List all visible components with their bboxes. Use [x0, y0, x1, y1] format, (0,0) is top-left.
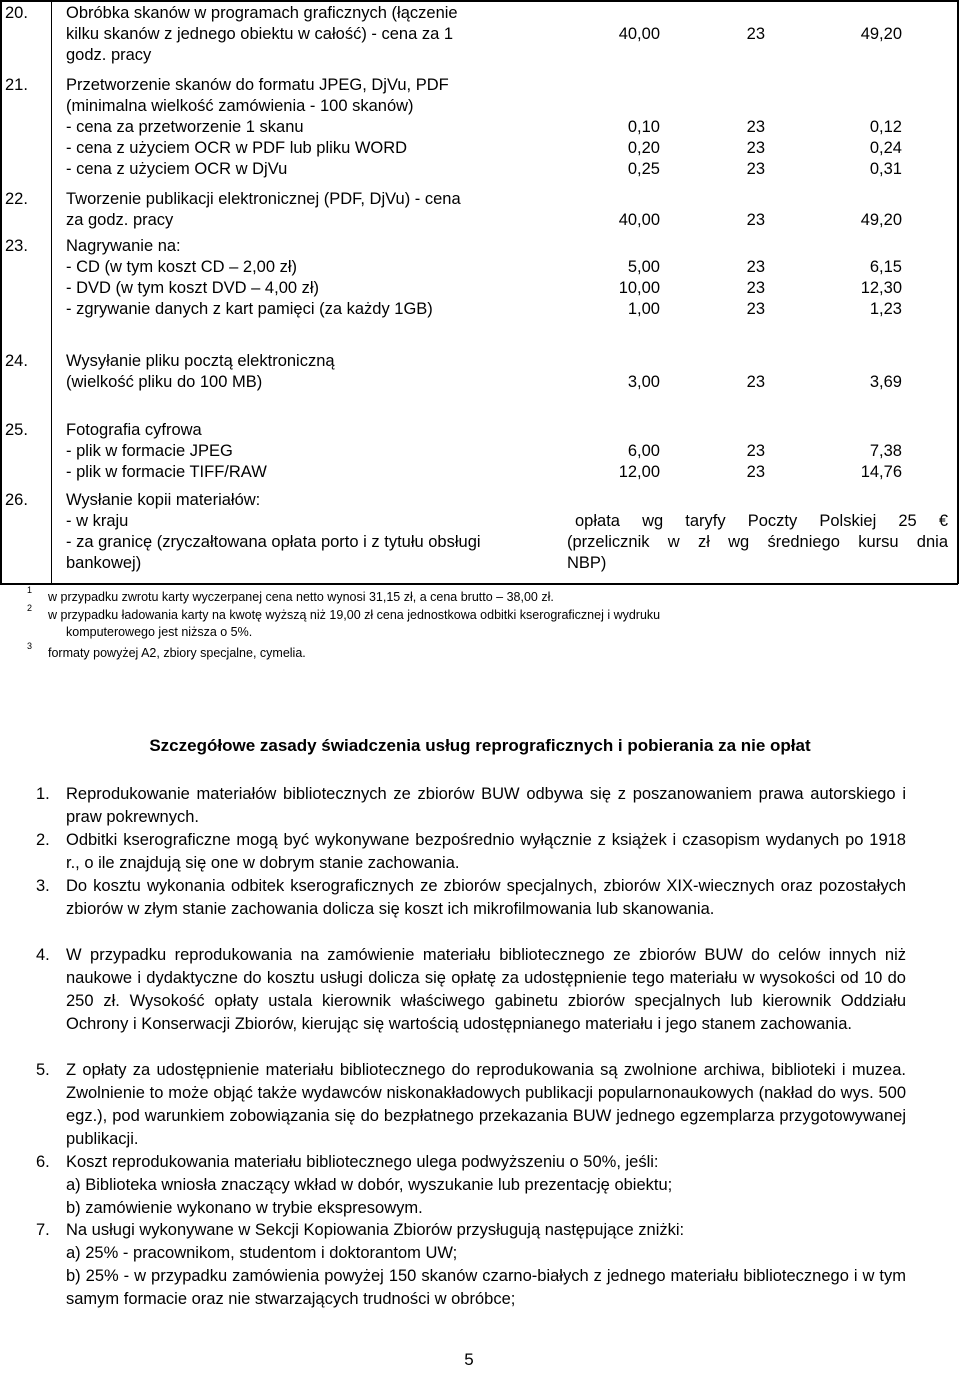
description-line: Nagrywanie na: [66, 237, 181, 255]
rule-item [26, 875, 906, 921]
rule-number: 5. [36, 1061, 50, 1079]
footnote-mark: 3 [27, 641, 33, 651]
description-line: godz. pracy [66, 46, 152, 64]
row-description [66, 189, 556, 231]
row-number: 23. [5, 237, 28, 255]
vat-rate: 23 [746, 211, 765, 229]
description-line: - zgrywanie danych z kart pamięci (za każdy 1GB) [66, 300, 433, 318]
rule-number: 1. [36, 785, 50, 803]
description-line: - CD (w tym koszt CD – 2,00 zł) [66, 258, 298, 276]
vat-rate: 23 [746, 139, 765, 157]
footnote-text: formaty powyżej A2, zbiory specjalne, cymelia. [48, 646, 306, 660]
price-net: 10,00 [618, 279, 660, 297]
rule-text: Z opłaty za udostępnienie materiału bibliotecznego do reprodukowania są zwolnione archiwa, biblioteki i muzea. Zwolnienie to może objąć także wydawców niskonakładowych publikacji popularnonaukowych (nakład do wys. 500 egz.), pod warunkiem zobowiązania się do bezpłatnego przekazania BUW jednego egzemplarza przygotowywanej publikacji. [66, 1061, 906, 1148]
description-line: - za granicę (zryczałtowana opłata porto i z tytułu obsługi [66, 533, 481, 551]
price-net: 1,00 [627, 300, 660, 318]
description-line: - cena z użyciem OCR w DjVu [66, 160, 288, 178]
description-line: - DVD (w tym koszt DVD – 4,00 zł) [66, 279, 320, 297]
price-net: 6,00 [627, 442, 660, 460]
price-gross: 0,12 [869, 118, 902, 136]
row-description [66, 75, 556, 180]
table-border [957, 0, 959, 584]
description-line: - plik w formacie TIFF/RAW [66, 463, 267, 481]
description-line: kilku skanów z jednego obiektu w całość) - cena za 1 [66, 25, 454, 43]
shipping-abroad-note: NBP) [567, 554, 607, 572]
price-gross: 49,20 [860, 211, 902, 229]
table-border [0, 0, 2, 584]
row-description [66, 420, 556, 483]
row-description [66, 351, 556, 393]
price-net: 5,00 [627, 258, 660, 276]
description-line: - cena z użyciem OCR w PDF lub pliku WORD [66, 139, 408, 157]
shipping-abroad-note: (przelicznik w zł wg średniego kursu dnia [567, 533, 948, 551]
rule-item [26, 1219, 906, 1311]
rule-subitem: b) zamówienie wykonano w trybie ekspresowym. [66, 1199, 423, 1217]
price-gross: 0,31 [869, 160, 902, 178]
price-net: 40,00 [618, 211, 660, 229]
footnote-text: w przypadku zwrotu karty wyczerpanej cena netto wynosi 31,15 zł, a cena brutto – 38,00 zł. [48, 590, 554, 604]
price-gross: 14,76 [860, 463, 902, 481]
footnote-text: w przypadku ładowania karty na kwotę wyższą niż 19,00 zł cena jednostkowa odbitki kserograficznej i wydruku [48, 608, 661, 622]
price-net: 40,00 [618, 25, 660, 43]
rule-number: 6. [36, 1153, 50, 1171]
rule-subitem: a) 25% - pracownikom, studentom i doktorantom UW; [66, 1244, 458, 1262]
price-net: 0,10 [627, 118, 660, 136]
rule-item [26, 783, 906, 829]
description-line: (wielkość pliku do 100 MB) [66, 373, 263, 391]
rule-text: Odbitki kserograficzne mogą być wykonywane bezpośrednio wyłącznie z książek i czasopism wydanych po 1918 r., o ile znajdują się one w dobrym stanie zachowania. [66, 831, 906, 872]
description-line: Tworzenie publikacji elektronicznej (PDF, DjVu) - cena [66, 190, 461, 208]
price-net: 3,00 [627, 373, 660, 391]
table-border [0, 0, 958, 2]
rule-number: 7. [36, 1221, 50, 1239]
price-net: 0,25 [627, 160, 660, 178]
vat-rate: 23 [746, 463, 765, 481]
price-gross: 12,30 [860, 279, 902, 297]
rule-text: Koszt reprodukowania materiału bibliotecznego ulega podwyższeniu o 50%, jeśli: [66, 1153, 659, 1171]
description-line: (minimalna wielkość zamówienia - 100 skanów) [66, 97, 414, 115]
row-number: 21. [5, 76, 28, 94]
row-description [66, 236, 556, 320]
rule-subitem: b) 25% - w przypadku zamówienia powyżej 150 skanów czarno-białych z jednego materiału bibliotecznego i w tym samym formacie oraz nie stwarzających trudności w obróbce; [66, 1267, 906, 1308]
row-number: 22. [5, 190, 28, 208]
price-gross: 6,15 [869, 258, 902, 276]
price-net: 12,00 [618, 463, 660, 481]
price-gross: 49,20 [860, 25, 902, 43]
rule-item [26, 1151, 906, 1220]
rule-text: W przypadku reprodukowania na zamówienie materiału bibliotecznego ze zbiorów BUW do celów innych niż naukowe i dydaktyczne do kosztu usługi dolicza się opłatę za udostępnienie tego materiału w wysokości od 10 do 250 zł. Wysokość opłaty ustala kierownik właściwego gabinetu zbiorów specjalnych lub kierownik Oddziału Ochrony i Konserwacji Zbiorów, kierując się wartością udostępnianego materiału i jego stanem zachowania. [66, 946, 906, 1033]
description-line: Fotografia cyfrowa [66, 421, 202, 439]
rule-subitem: a) Biblioteka wniosła znaczący wkład w dobór, wyszukanie lub prezentację obiektu; [66, 1176, 673, 1194]
description-line: Obróbka skanów w programach graficznych (łączenie [66, 4, 458, 22]
row-number: 24. [5, 352, 28, 370]
rules-title: Szczegółowe zasady świadczenia usług reprograficznych i pobierania za nie opłat [149, 736, 811, 755]
footnote-mark: 2 [27, 603, 33, 613]
rule-item [26, 1059, 906, 1151]
price-gross: 1,23 [869, 300, 902, 318]
rule-number: 2. [36, 831, 50, 849]
vat-rate: 23 [746, 258, 765, 276]
description-line: bankowej) [66, 554, 142, 572]
vat-rate: 23 [746, 279, 765, 297]
vat-rate: 23 [746, 442, 765, 460]
price-gross: 3,69 [869, 373, 902, 391]
description-line: Przetworzenie skanów do formatu JPEG, DjVu, PDF [66, 76, 449, 94]
rule-text: Reprodukowanie materiałów bibliotecznych ze zbiorów BUW odbywa się z poszanowaniem prawa autorskiego i praw pokrewnych. [66, 785, 906, 826]
rule-item [26, 829, 906, 875]
rule-text: Do kosztu wykonania odbitek kserograficznych ze zbiorów specjalnych, zbiorów XIX-wiecznych oraz pozostałych zbiorów w złym stanie zachowania dolicza się koszt ich mikrofilmowania lub skanowania. [66, 877, 906, 918]
footnote-text: komputerowego jest niższa o 5%. [66, 625, 253, 639]
shipping-abroad-note: opłata wg taryfy Poczty Polskiej 25 € [575, 512, 948, 530]
footnote-mark: 1 [27, 585, 33, 595]
vat-rate: 23 [746, 118, 765, 136]
description-line: - w kraju [66, 512, 129, 530]
vat-rate: 23 [746, 373, 765, 391]
row-number: 20. [5, 4, 28, 22]
description-line: za godz. pracy [66, 211, 174, 229]
rule-number: 3. [36, 877, 50, 895]
rule-text: Na usługi wykonywane w Sekcji Kopiowania Zbiorów przysługują następujące zniżki: [66, 1221, 685, 1239]
table-border [51, 0, 52, 584]
price-table [0, 0, 958, 584]
row-number: 26. [5, 491, 28, 509]
row-description [66, 490, 556, 574]
vat-rate: 23 [746, 25, 765, 43]
description-line: - plik w formacie JPEG [66, 442, 233, 460]
description-line: - cena za przetworzenie 1 skanu [66, 118, 304, 136]
rule-item [26, 944, 906, 1036]
table-border [0, 583, 958, 585]
row-number: 25. [5, 421, 28, 439]
page-number: 5 [464, 1350, 474, 1369]
price-gross: 0,24 [869, 139, 902, 157]
rule-number: 4. [36, 946, 50, 964]
vat-rate: 23 [746, 300, 765, 318]
row-description [66, 3, 556, 66]
description-line: Wysłanie kopii materiałów: [66, 491, 261, 509]
vat-rate: 23 [746, 160, 765, 178]
description-line: Wysyłanie pliku pocztą elektroniczną [66, 352, 335, 370]
price-gross: 7,38 [869, 442, 902, 460]
price-net: 0,20 [627, 139, 660, 157]
